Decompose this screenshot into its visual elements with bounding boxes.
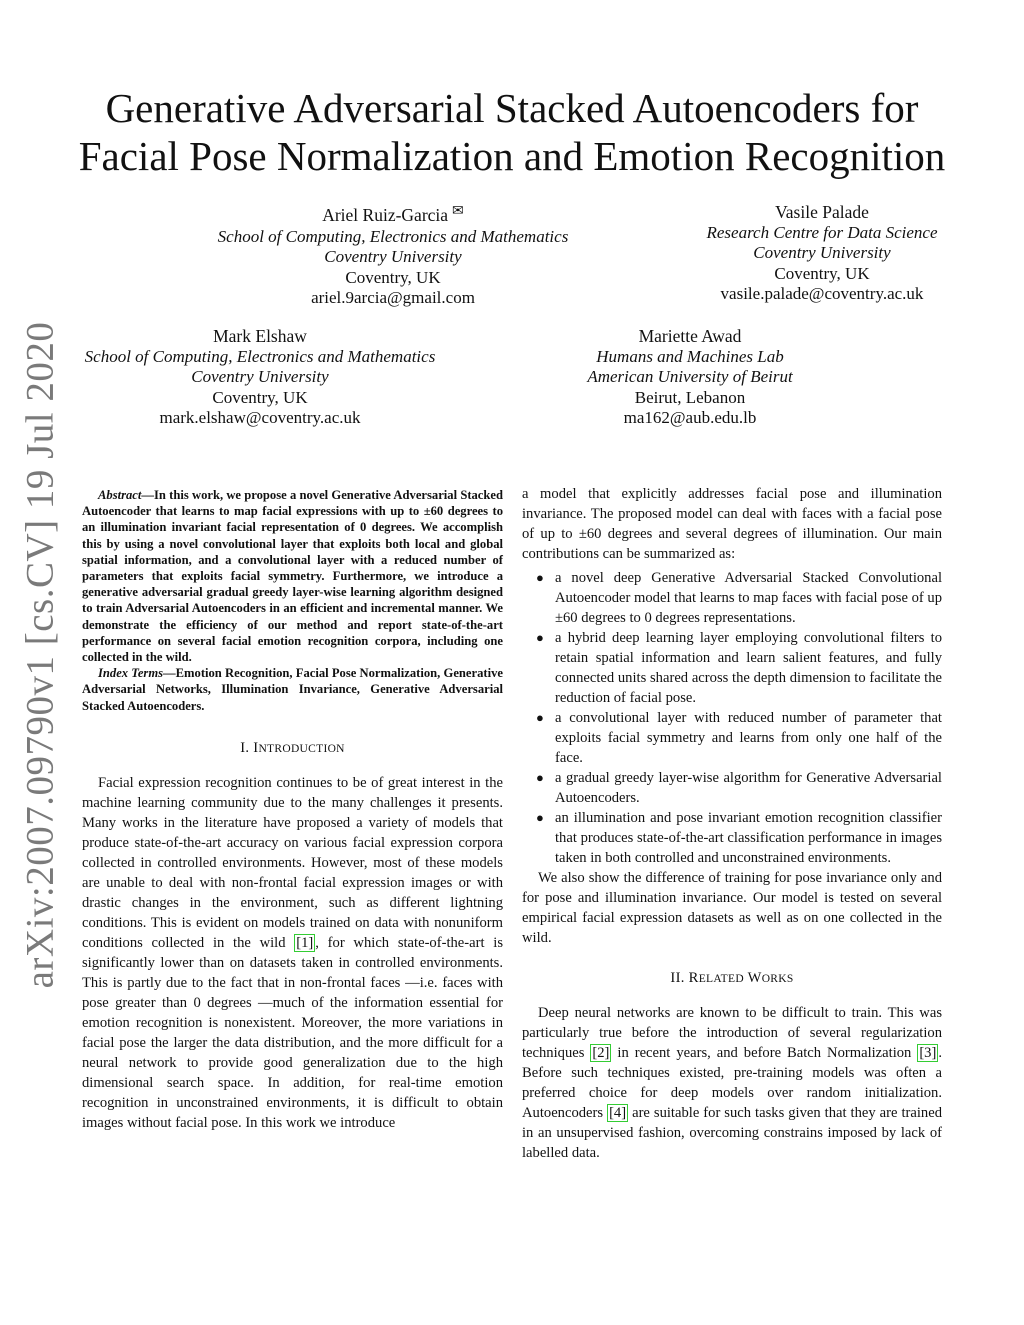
bullet-icon: ● <box>536 630 544 645</box>
author-name: Mariette Awad <box>638 326 742 346</box>
related-text-4: are suitable for such tasks given that they are trained in an unsupervised fashion, overcoming constrains imposed by lack of labelled data. <box>522 1105 942 1161</box>
list-item <box>522 568 942 628</box>
bullet-icon: ● <box>536 810 544 825</box>
section-name-rest: NTRODUCTION <box>258 742 345 755</box>
author-email: mark.elshaw@coventry.ac.uk <box>159 408 361 427</box>
intro-text-b: , for which state-of-the-art is significantly lower than on datasets taken in controlled environments. This is partly due to the fact that in non-frontal faces —i.e. faces with pose greater than 0 degrees —much of the information essential for emotion recognition is nonexistent. Moreover, the more variations in facial pose the larger the data distribution, and the more difficult for a neural network to provide good generalization due to the high dimensional search space. In addition, for real-time emotion recognition in unconstrained environments, it is difficult to obtain images without facial pose. In this work we introduce <box>82 934 503 1131</box>
list-item <box>522 708 942 768</box>
author-affiliation: School of Computing, Electronics and Mathematics <box>217 226 569 246</box>
related-text-2: in recent years, and before Batch Normalization <box>611 1045 918 1061</box>
author-email: ma162@aub.edu.lb <box>623 408 757 427</box>
author-email: ariel.9arcia@gmail.com <box>311 288 475 307</box>
left-column <box>82 487 503 1133</box>
author-affiliation: Humans and Machines Lab <box>596 346 784 366</box>
contribution-text: a hybrid deep learning layer employing convolutional filters to retain spatial information and learn salient features, and fully connected units shared across the depth dimension to facilitate the reduction of facial pose. <box>555 630 942 706</box>
section-number: I. <box>240 739 250 756</box>
bullet-icon: ● <box>536 570 544 585</box>
author-university: Coventry University <box>753 243 891 262</box>
abstract-text: —In this work, we propose a novel Generative Adversarial Stacked Autoencoder that learns to map facial expressions with up to ±60 degrees to an illumination invariant facial representation of 0 degrees. We accomplish this by using a novel convolutional layer that exploits both local and global spatial information, and a convolutional layer with a reduced number of parameters that exploits facial symmetry. Furthermore, we introduce a generative adversarial gradual greedy layer-wise learning algorithm designed to train Adversarial Autoencoders in an efficient and incremental manner. We demonstrate the efficiency of our method and report state-of-the-art performance on several facial emotion recognition corpora, including one collected in the wild. <box>82 488 503 665</box>
contribution-text: a novel deep Generative Adversarial Stacked Convolutional Autoencoder model that learns to map faces with facial pose of up ±60 degrees to 0 degrees representations. <box>555 570 943 626</box>
author-university: Coventry University <box>191 367 329 386</box>
author-email: vasile.palade@coventry.ac.uk <box>720 284 924 303</box>
index-terms-label: Index Terms <box>98 666 164 681</box>
citation-link-2[interactable]: [2] <box>592 1045 610 1061</box>
paper-title <box>40 84 984 180</box>
author-location: Coventry, UK <box>212 387 308 407</box>
index-terms <box>82 665 503 714</box>
list-item <box>522 808 942 868</box>
section-heading-introduction <box>82 738 503 759</box>
author-name: Vasile Palade <box>775 202 869 222</box>
right-column <box>522 484 942 1163</box>
section-heading-related-works <box>522 968 942 989</box>
section-initial: R <box>688 970 699 986</box>
bullet-icon: ● <box>536 770 544 785</box>
bullet-icon: ● <box>536 710 544 725</box>
contributions-list <box>522 568 942 868</box>
author-block-awad <box>560 326 820 429</box>
intro-closing-paragraph: We also show the difference of training for pose invariance only and for pose and illumination invariance. Our model is tested on several empirical facial expression datasets as well as on one collected in the wild. <box>522 870 942 946</box>
contribution-text: a convolutional layer with reduced number of parameter that exploits facial symmetry and learns from only one half of the face. <box>555 710 942 766</box>
contribution-text: an illumination and pose invariant emotion recognition classifier that produces state-of-the-art classification performance in images taken in both controlled and unconstrained environments. <box>555 810 942 866</box>
index-terms-text: —Emotion Recognition, Facial Pose Normalization, Generative Adversarial Networks, Illumination Invariance, Generative Adversarial Stacked Autoencoders. <box>82 666 503 713</box>
intro-text-a: Facial expression recognition continues to be of great interest in the machine learning community due to the many challenges it presents. Many works in the literature have proposed a variety of models that produce state-of-the-art accuracy on various facial expression corpora collected in controlled environments. However, most of these models are unable to deal with non-frontal facial expression images or with drastic changes in the environment, such as different lightning conditions. This is evident on models trained on data with nonuniform conditions collected in the wild <box>82 774 503 951</box>
arxiv-side-stamp: arXiv:2007.09790v1 [cs.CV] 19 Jul 2020 <box>18 321 62 989</box>
section-number: II. <box>670 970 685 986</box>
envelope-icon: ✉ <box>452 204 464 219</box>
author-block-ruiz-garcia <box>200 202 586 309</box>
author-affiliation: School of Computing, Electronics and Mathematics <box>84 346 436 366</box>
author-name: Ariel Ruiz-Garcia <box>322 205 449 225</box>
author-university: American University of Beirut <box>587 367 793 386</box>
section-name-rest: ORKS <box>761 973 794 985</box>
citation-link-1[interactable]: [1] <box>296 934 314 951</box>
title-line-1: Generative Adversarial Stacked Autoencoders for <box>105 85 919 131</box>
intro-continuation: a model that explicitly addresses facial pose and illumination invariance. The proposed model can deal with faces with a facial pose of up to ±60 degrees and several degrees of illumination. Our main contributions can be summarized as: <box>522 486 942 562</box>
related-text-1: Deep neural networks are known to be difficult to train. This was particularly true before the introduction of several regularization techniques <box>522 1005 942 1061</box>
title-line-2: Facial Pose Normalization and Emotion Recognition <box>78 133 946 179</box>
author-block-palade <box>660 202 984 305</box>
section-initial: I <box>253 739 259 756</box>
related-works-paragraph <box>522 1003 942 1163</box>
author-block-elshaw <box>70 326 450 429</box>
list-item <box>522 768 942 808</box>
citation-link-3[interactable]: [3] <box>919 1045 937 1061</box>
related-text-3: . Before such techniques existed, pre-training models was often a preferred choice for deep models over random initialization. Autoencoders <box>522 1045 942 1121</box>
author-location: Beirut, Lebanon <box>634 387 746 407</box>
abstract <box>82 487 503 665</box>
section-name-rest: ELATED <box>698 973 744 985</box>
author-location: Coventry, UK <box>774 263 870 283</box>
author-affiliation: Research Centre for Data Science <box>706 222 938 242</box>
citation-link-4[interactable]: [4] <box>609 1105 627 1121</box>
author-location: Coventry, UK <box>345 267 441 287</box>
author-name: Mark Elshaw <box>213 326 307 346</box>
contribution-text: a gradual greedy layer-wise algorithm for Generative Adversarial Autoencoders. <box>555 770 942 806</box>
section-initial: W <box>747 970 762 986</box>
author-university: Coventry University <box>324 247 462 266</box>
list-item <box>522 628 942 708</box>
abstract-label: Abstract <box>98 488 142 502</box>
intro-paragraph <box>82 773 503 1133</box>
